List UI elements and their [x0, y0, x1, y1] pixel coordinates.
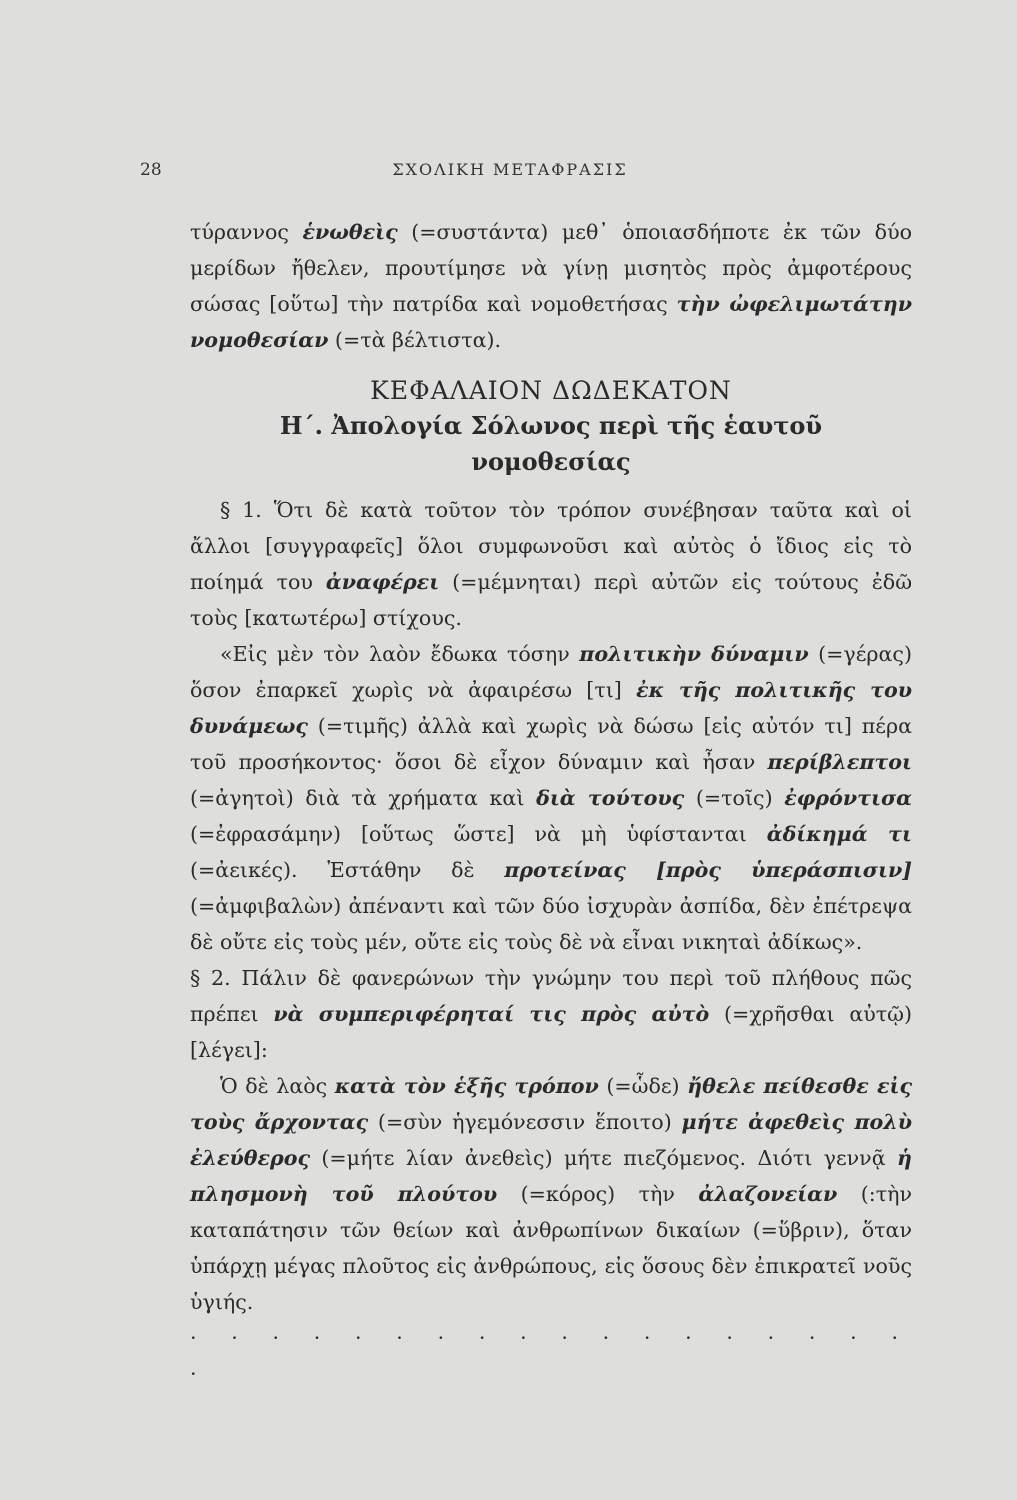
- text-run: (=τιμῆς) ἀλλὰ καὶ χωρὶς νὰ δώσω [εἰς αὐτόν τι] πέρα τοῦ προσήκοντος· ὅσοι δὲ εἶχον δύναμιν καὶ ἦσαν: [190, 714, 912, 774]
- paragraph-4: [190, 1068, 912, 1320]
- text-run: Ὁ δὲ λαὸς: [220, 1074, 335, 1098]
- emphasis: προτείνας [πρὸς ὑπεράσπισιν]: [504, 858, 912, 882]
- text-run: § 2. Πάλιν δὲ φανερώνων τὴν γνώμην του περὶ τοῦ πλήθους πῶς πρέπει: [190, 966, 912, 1026]
- section-title: [190, 408, 912, 480]
- chapter-heading: ΚΕΦΑΛΑΙΟΝ ΔΩΔΕΚΑΤΟΝ: [370, 376, 732, 405]
- text-run: «Εἰς μὲν τὸν λαὸν ἔδωκα τόσην: [220, 642, 580, 666]
- text-run: (=συστάντα) μεθ᾽ ὁποιασδήποτε ἐκ τῶν δύο μερίδων ἤθελεν, προυτίμησε νὰ γίνῃ μισητὸς πρὸς ἀμφοτέρους σώσας [οὕτω] τὴν πατρίδα καὶ νομοθετήσας: [190, 220, 912, 316]
- emphasis: ἐφρόντισα: [784, 786, 912, 810]
- paragraph-2: [190, 636, 912, 960]
- text-run: (=ὧδε): [598, 1074, 688, 1098]
- text-run: (=μήτε λίαν ἀνεθεὶς) μήτε πιεζόμενος. Διότι γεννᾷ: [310, 1146, 898, 1170]
- section-title-line-2: νομοθεσίας: [471, 447, 631, 476]
- emphasis: ἀλαζονείαν: [698, 1182, 838, 1206]
- ellipsis-dots: · · · · · · · · · · · · · · · · · · ·: [190, 1326, 912, 1386]
- paragraph-1: [190, 492, 912, 636]
- emphasis: ἑνωθεὶς: [302, 220, 398, 244]
- emphasis: διὰ τούτους: [536, 786, 685, 810]
- emphasis: ἡ πλησμονὴ τοῦ πλούτου: [190, 1146, 912, 1206]
- text-run: (=ἐφρασάμην) [οὕτως ὥστε] νὰ μὴ ὑφίστανται: [190, 822, 767, 846]
- text-run: § 1. Ὅτι δὲ κατὰ τοῦτον τὸν τρόπον συνέβησαν ταῦτα καὶ οἱ ἄλλοι [συγγραφεῖς] ὅλοι συμφωνοῦσι καὶ αὐτὸς ὁ ἴδιος εἰς τὸ ποίημά του: [190, 498, 912, 594]
- intro-paragraph: [190, 214, 912, 358]
- emphasis: ἐκ τῆς πολιτικῆς του δυνάμεως: [190, 678, 913, 738]
- text-run: (=τοῖς): [684, 786, 785, 810]
- running-title: ΣΧΟΛΙΚΗ ΜΕΤΑΦΡΑΣΙΣ: [392, 160, 628, 179]
- page-body: [190, 214, 912, 1392]
- text-run: (:τὴν καταπάτησιν τῶν θείων καὶ ἀνθρωπίνων δικαίων (=ὕβριν), ὅταν ὑπάρχῃ μέγας πλοῦτος εἰς ἀνθρώπους, εἰς ὅσους δὲν ἐπικρατεῖ νοῦς ὑγιής.: [190, 1182, 912, 1314]
- text-run: (=τὰ βέλτιστα).: [328, 328, 502, 352]
- emphasis: ἀδίκημά τι: [766, 822, 912, 846]
- emphasis: κατὰ τὸν ἑξῆς τρόπον: [334, 1074, 599, 1098]
- emphasis: τὴν ὠφελιμωτάτην νομοθεσίαν: [190, 292, 912, 352]
- text-run: (=γέρας) ὅσον ἐπαρκεῖ χωρὶς νὰ ἀφαιρέσω [τι]: [190, 642, 912, 702]
- emphasis: μήτε ἀφεθεὶς πολὺ ἐλεύθερος: [190, 1110, 912, 1170]
- text-run: (=ἀεικές). Ἐστάθην δὲ: [190, 858, 505, 882]
- page-number: 28: [140, 160, 162, 180]
- emphasis: περίβλεπτοι: [767, 750, 912, 774]
- text-run: τύραννος: [190, 220, 303, 244]
- emphasis: πολιτικὴν δύναμιν: [579, 642, 809, 666]
- text-run: (=ἀμφιβαλὼν) ἀπέναντι καὶ τῶν δύο ἰσχυρὰν ἀσπίδα, δὲν ἐπέτρεψα δὲ οὔτε εἰς τοὺς μέν, οὔτε εἰς τοὺς δὲ νὰ εἶναι νικηταὶ ἀδίκως».: [190, 894, 912, 954]
- section-title-line-1: Η΄. Ἀπολογία Σόλωνος περὶ τῆς ἑαυτοῦ: [279, 411, 823, 440]
- text-run: (=κόρος) τὴν: [497, 1182, 699, 1206]
- text-run: (=χρῆσθαι αὐτῷ) [λέγει]:: [190, 1002, 912, 1062]
- page-header: [140, 160, 880, 190]
- text-run: (=ἀγητοὶ) διὰ τὰ χρήματα καὶ: [190, 786, 537, 810]
- text-run: (=μέμνηται) περὶ αὐτῶν εἰς τούτους ἐδῶ τοὺς [κατωτέρω] στίχους.: [190, 570, 912, 630]
- paragraph-3: [190, 960, 912, 1068]
- text-run: (=σὺν ἡγεμόνεσσιν ἕποιτο): [368, 1110, 682, 1134]
- emphasis: ἤθελε πείθεσθε εἰς τοὺς ἄρχοντας: [190, 1074, 912, 1134]
- emphasis: ἀναφέρει: [325, 570, 440, 594]
- emphasis: νὰ συμπεριφέρηταί τις πρὸς αὐτὸ: [273, 1002, 710, 1026]
